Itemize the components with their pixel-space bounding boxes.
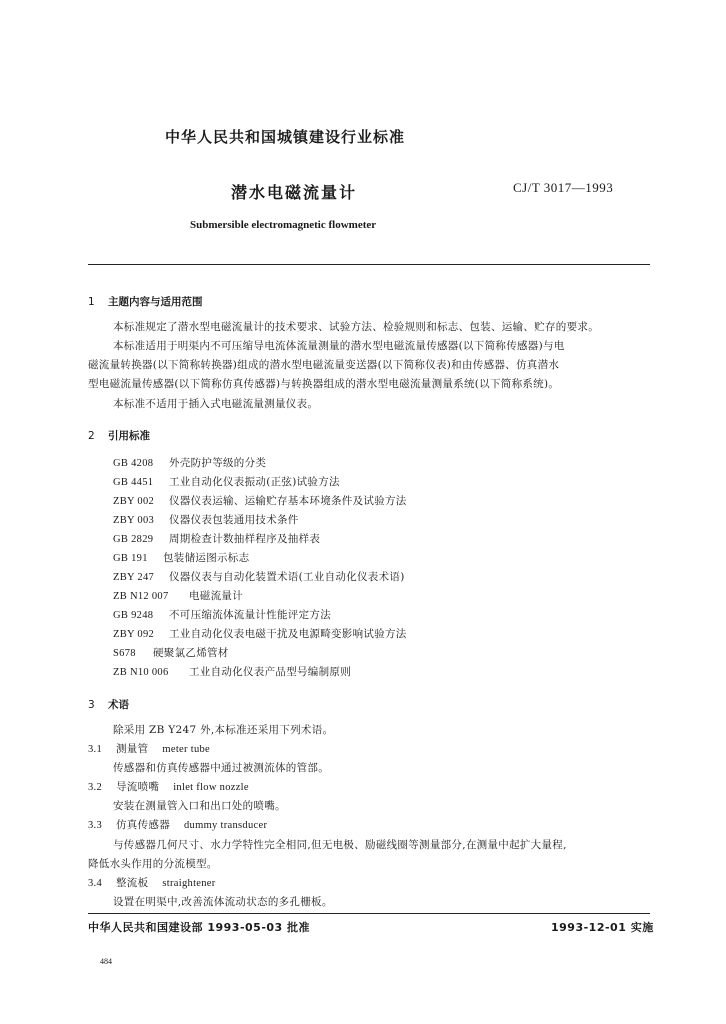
reference-item [113, 492, 407, 511]
reference-code: ZBY 247 [113, 572, 155, 583]
reference-text: 仪器仪表与自动化装置术语(工业自动化仪表术语) [169, 571, 405, 583]
term-chinese: 导流喷嘴 [116, 781, 160, 793]
reference-item [113, 606, 331, 625]
reference-code: ZB N10 006 [113, 667, 169, 678]
reference-code: GB 191 [113, 553, 148, 564]
reference-code: ZB N12 007 [113, 591, 169, 602]
term-chinese: 整流板 [116, 877, 149, 889]
term-number: 3.1 [88, 744, 103, 755]
section-1-title: 主题内容与适用范围 [108, 296, 203, 308]
section-1-paragraph-2-line-1: 本标准适用于明渠内不可压缩导电流体流量测量的潜水型电磁流量传感器(以下简称传感器)与电 [113, 340, 565, 352]
issuing-body-title: 中华人民共和国城镇建设行业标准 [165, 128, 406, 146]
reference-text: 不可压缩流体流量计性能评定方法 [169, 609, 331, 621]
term-english: inlet flow nozzle [173, 782, 249, 793]
reference-text: 外壳防护等级的分类 [169, 457, 267, 469]
section-1-number: 1 [88, 296, 95, 308]
standard-title-english: Submersible electromagnetic flowmeter [190, 219, 377, 231]
section-3-number: 3 [88, 699, 95, 711]
term-heading [88, 779, 249, 794]
reference-item [113, 644, 229, 663]
reference-text: 电磁流量计 [189, 590, 243, 602]
reference-text: 仪器仪表包装通用技术条件 [169, 514, 299, 526]
term-number: 3.2 [88, 782, 103, 793]
reference-item [113, 663, 351, 682]
reference-item [113, 511, 299, 530]
reference-text: 硬聚氯乙烯管材 [153, 647, 229, 659]
reference-text: 工业自动化仪表电磁干扰及电源畸变影响试验方法 [169, 628, 407, 640]
reference-code: ZBY 002 [113, 496, 155, 507]
reference-code: ZBY 003 [113, 515, 155, 526]
section-2-heading [88, 428, 150, 443]
term-english: meter tube [162, 744, 211, 755]
reference-code: GB 9248 [113, 610, 154, 621]
term-heading [88, 875, 216, 890]
section-1-paragraph-2-line-2: 磁流量转换器(以下简称转换器)组成的潜水型电磁流量变送器(以下简称仪表)和由传感器、仿真潜水 [88, 359, 560, 371]
section-3-heading [88, 697, 129, 712]
section-1-paragraph-2-line-3: 型电磁流量传感器(以下简称仿真传感器)与转换器组成的潜水型电磁流量测量系统(以下简称系统)。 [88, 378, 560, 390]
term-number: 3.3 [88, 820, 103, 831]
header-rule [88, 264, 650, 265]
term-heading [88, 741, 210, 756]
reference-code: S678 [113, 648, 136, 659]
term-english: straightener [162, 878, 216, 889]
reference-text: 包装储运图示标志 [163, 552, 250, 564]
footer-rule [88, 913, 650, 914]
reference-item [113, 549, 249, 568]
term-chinese: 仿真传感器 [116, 819, 170, 831]
reference-item [113, 587, 243, 606]
reference-item [113, 568, 405, 587]
reference-item [113, 625, 407, 644]
term-chinese: 测量管 [116, 743, 149, 755]
issued-date: 中华人民共和国建设部 1993-05-03 批准 [88, 921, 311, 934]
standard-code: CJ/T 3017—1993 [513, 180, 614, 195]
term-definition-line-1: 与传感器几何尺寸、水力学特性完全相同,但无电极、励磁线圈等测量部分,在测量中起扩大量程, [113, 839, 567, 851]
term-definition-line-2: 降低水头作用的分流模型。 [88, 858, 218, 870]
page-number: 484 [100, 957, 112, 966]
effective-date: 1993-12-01 实施 [551, 921, 654, 934]
reference-text: 周期检查计数抽样程序及抽样表 [169, 533, 321, 545]
section-3-title: 术语 [108, 699, 129, 711]
term-english: dummy transducer [184, 820, 268, 831]
reference-code: GB 4451 [113, 477, 154, 488]
term-number: 3.4 [88, 878, 103, 889]
section-1-heading [88, 294, 203, 309]
term-definition: 传感器和仿真传感器中通过被测流体的管部。 [113, 762, 329, 774]
reference-text: 工业自动化仪表产品型号编制原则 [189, 666, 351, 678]
term-definition: 设置在明渠中,改善流体流动状态的多孔栅板。 [113, 896, 333, 908]
reference-item [113, 473, 340, 492]
reference-code: ZBY 092 [113, 629, 155, 640]
reference-code: GB 2829 [113, 534, 154, 545]
reference-text: 仪器仪表运输、运输贮存基本环境条件及试验方法 [169, 495, 407, 507]
term-definition: 安装在测量管入口和出口处的喷嘴。 [113, 800, 286, 812]
section-3-intro: 除采用 ZB Y247 外,本标准还采用下列术语。 [113, 724, 334, 736]
reference-text: 工业自动化仪表振动(正弦)试验方法 [169, 476, 340, 488]
reference-item [113, 530, 320, 549]
reference-item [113, 454, 266, 473]
standard-title: 潜水电磁流量计 [231, 183, 358, 202]
section-1-paragraph-1: 本标准规定了潜水型电磁流量计的技术要求、试验方法、检验规则和标志、包装、运输、贮存的要求。 [113, 321, 599, 333]
section-2-title: 引用标准 [108, 430, 150, 442]
section-2-number: 2 [88, 430, 95, 442]
reference-code: GB 4208 [113, 458, 154, 469]
term-heading [88, 817, 267, 832]
section-1-paragraph-3: 本标准不适用于插入式电磁流量测量仪表。 [113, 398, 319, 410]
